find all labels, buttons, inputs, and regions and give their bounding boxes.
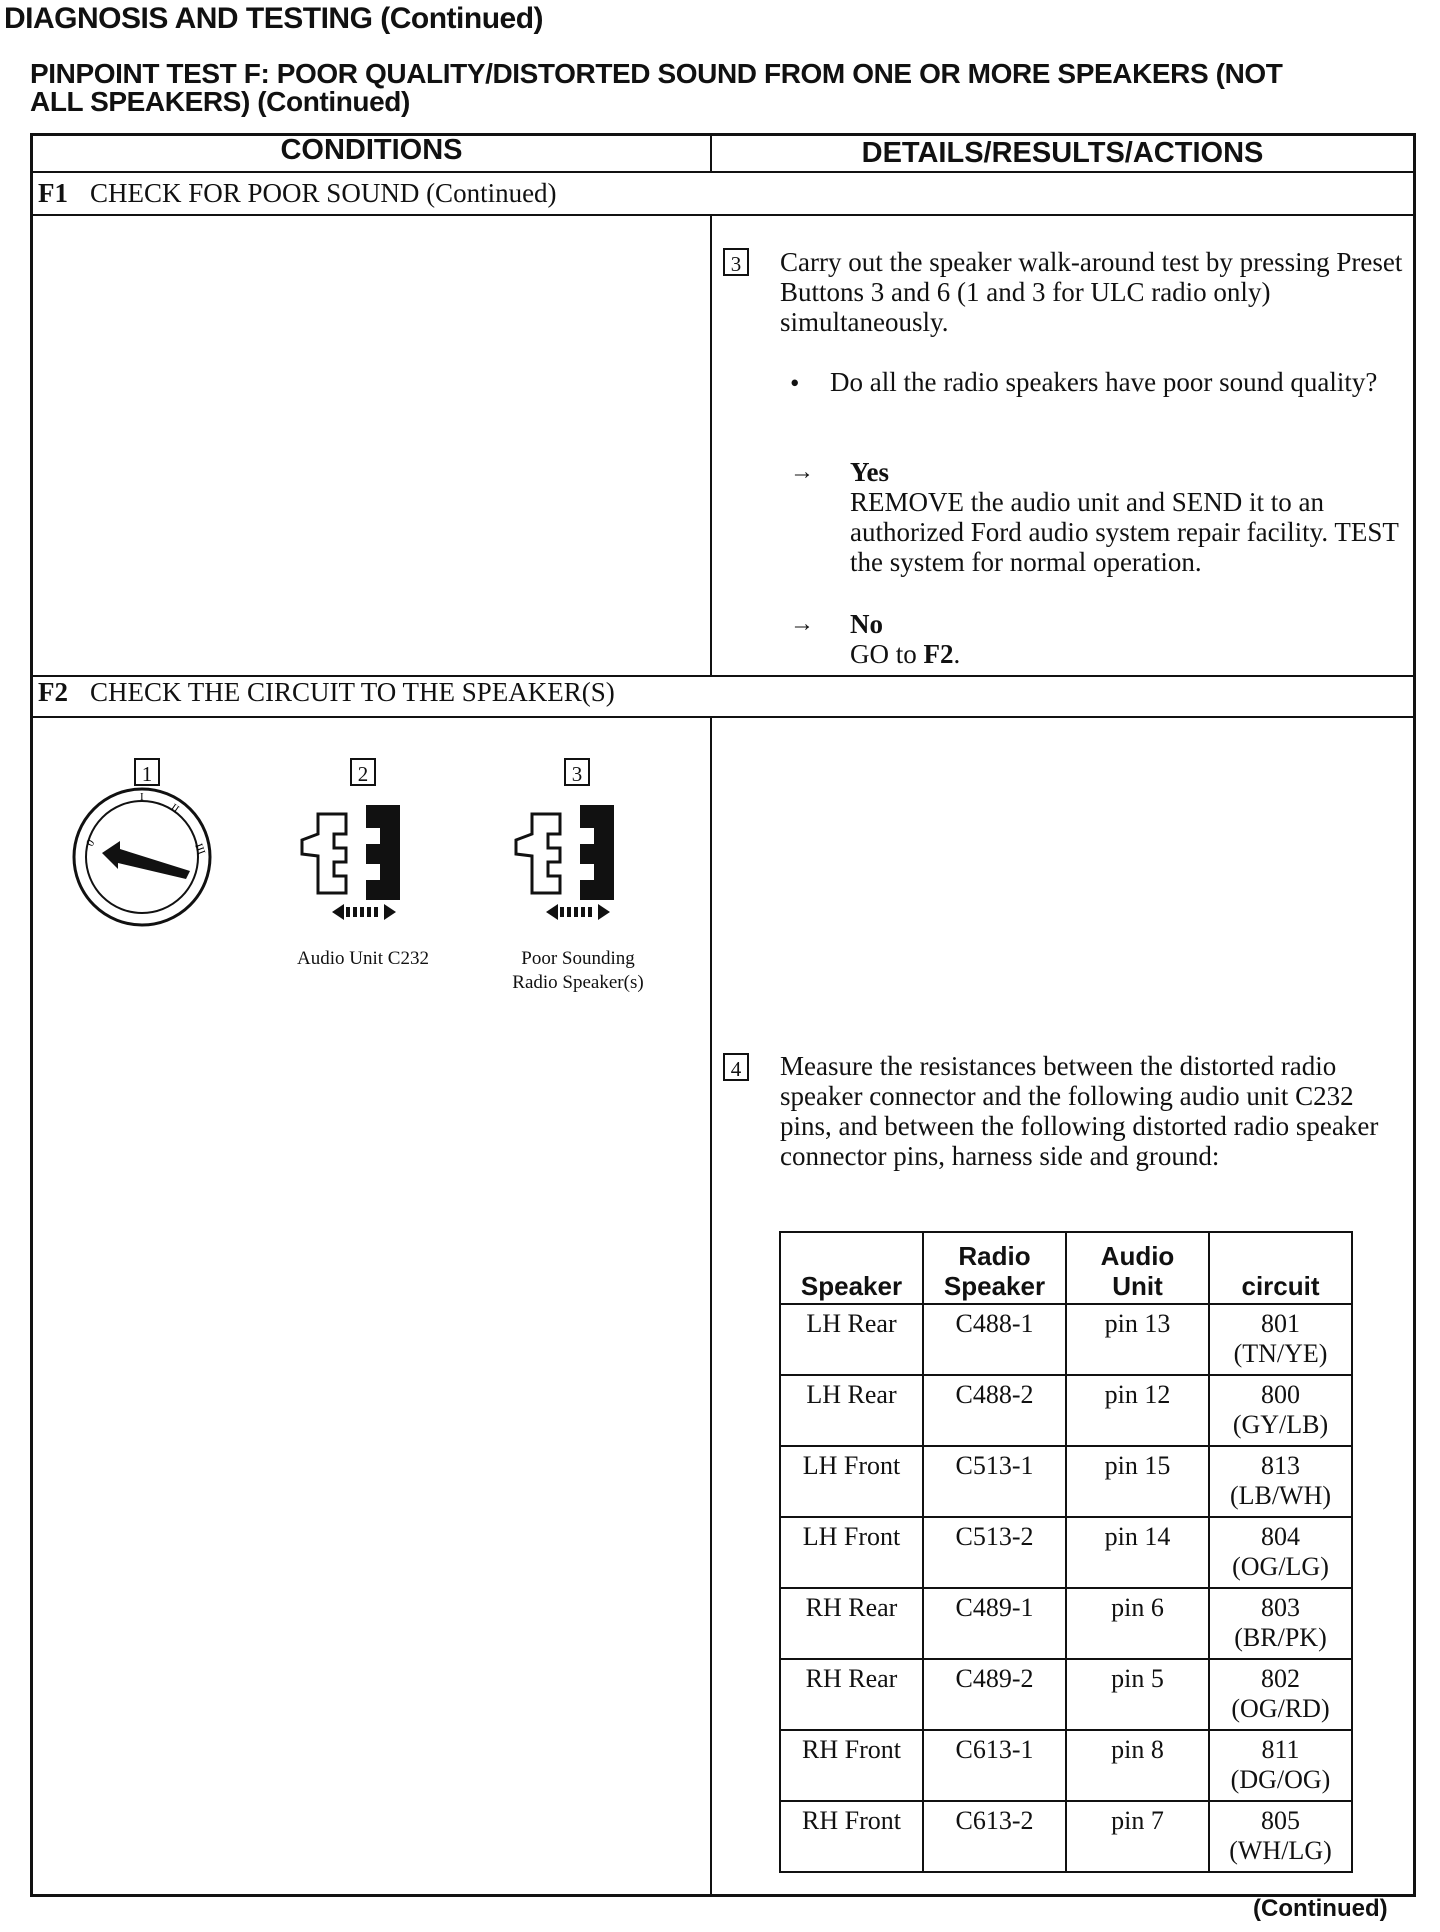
circuit-color: (OG/LG)	[1232, 1552, 1329, 1581]
cell-radio-speaker: C613-2	[923, 1801, 1066, 1872]
step-instruction: Carry out the speaker walk-around test by pressing Preset Buttons 3 and 6 (1 and 3 for ULC radio only) simultaneously.	[780, 247, 1403, 337]
yes-label: Yes	[850, 457, 889, 487]
header-line: Speaker	[800, 1271, 903, 1301]
dial-mark-0: 0	[84, 837, 98, 849]
cell-speaker: RH Front	[780, 1730, 923, 1801]
cell-circuit	[1209, 1659, 1352, 1730]
circuit-number: 805	[1261, 1806, 1300, 1835]
divider	[30, 171, 1416, 173]
circuit-color: (DG/OG)	[1230, 1765, 1331, 1794]
speaker-caption-line-1: Poor Sounding	[521, 948, 635, 969]
cell-radio-speaker: C489-2	[923, 1659, 1066, 1730]
cell-audio-unit: pin 8	[1066, 1730, 1209, 1801]
cell-audio-unit: pin 6	[1066, 1588, 1209, 1659]
header-line: Speaker	[943, 1271, 1046, 1301]
cell-audio-unit: pin 13	[1066, 1304, 1209, 1375]
cell-speaker: LH Rear	[780, 1304, 923, 1375]
cell-circuit	[1209, 1588, 1352, 1659]
cell-radio-speaker: C489-1	[923, 1588, 1066, 1659]
circuit-color: (WH/LG)	[1229, 1836, 1332, 1865]
step-instruction: Measure the resistances between the distorted radio speaker connector and the following audio unit C232 pins, and between the following distorted radio speaker connector pins, harness side and ground:	[780, 1051, 1379, 1171]
header-line: Unit	[1112, 1271, 1163, 1301]
yes-action: REMOVE the audio unit and SEND it to an authorized Ford audio system repair facility. TEST the system for normal operation.	[850, 487, 1399, 577]
divider	[30, 214, 1416, 216]
table-row	[780, 1730, 1352, 1801]
step-title: CHECK FOR POOR SOUND (Continued)	[90, 178, 557, 208]
cell-radio-speaker: C513-1	[923, 1446, 1066, 1517]
step-number-box: 4	[723, 1053, 749, 1081]
cell-circuit	[1209, 1730, 1352, 1801]
step-title: CHECK THE CIRCUIT TO THE SPEAKER(S)	[90, 677, 615, 707]
cell-audio-unit: pin 7	[1066, 1801, 1209, 1872]
test-title-line-1: PINPOINT TEST F: POOR QUALITY/DISTORTED SOUND FROM ONE OR MORE SPEAKERS (NOT	[30, 58, 1283, 89]
figure-step-box: 2	[350, 758, 376, 786]
table-row	[780, 1304, 1352, 1375]
speaker-caption	[488, 947, 668, 995]
ignition-switch-icon	[70, 785, 215, 930]
no-action-target: F2	[923, 639, 954, 669]
table-header-cell	[1209, 1232, 1352, 1304]
circuit-number: 803	[1261, 1593, 1300, 1622]
table-header-cell	[923, 1232, 1066, 1304]
circuit-color: (GY/LB)	[1232, 1410, 1329, 1439]
cell-audio-unit: pin 15	[1066, 1446, 1209, 1517]
circuit-number: 804	[1261, 1522, 1300, 1551]
circuit-color: (LB/WH)	[1229, 1481, 1332, 1510]
table-row	[780, 1375, 1352, 1446]
step-id: F2	[38, 677, 68, 707]
table-row	[780, 1517, 1352, 1588]
table-header-cell	[1066, 1232, 1209, 1304]
step-id: F1	[38, 178, 68, 208]
page-title: DIAGNOSIS AND TESTING (Continued)	[4, 2, 544, 35]
cell-circuit	[1209, 1517, 1352, 1588]
cell-speaker: LH Front	[780, 1446, 923, 1517]
table-body	[780, 1304, 1352, 1872]
circuit-number: 800	[1261, 1380, 1300, 1409]
cell-radio-speaker: C488-2	[923, 1375, 1066, 1446]
no-label: No	[850, 609, 883, 639]
dial-mark-2: II	[168, 801, 182, 816]
cell-speaker: RH Front	[780, 1801, 923, 1872]
header-line: Radio	[958, 1241, 1031, 1271]
cell-radio-speaker: C488-1	[923, 1304, 1066, 1375]
header-line: Audio	[1100, 1241, 1175, 1271]
pinpoint-test-title	[30, 60, 1430, 116]
no-action-prefix: GO to	[850, 639, 924, 669]
step-number-box: 3	[723, 248, 749, 276]
no-action-suffix: .	[953, 639, 961, 669]
table-row	[780, 1659, 1352, 1730]
step-f1-heading	[38, 178, 557, 209]
dial-mark-1: I	[140, 791, 144, 803]
cell-circuit	[1209, 1304, 1352, 1375]
question-text: Do all the radio speakers have poor sound quality?	[830, 367, 1378, 397]
circuit-number: 811	[1261, 1735, 1300, 1764]
circuit-number: 802	[1261, 1664, 1300, 1693]
audio-unit-caption: Audio Unit C232	[297, 948, 429, 969]
cell-speaker: RH Rear	[780, 1588, 923, 1659]
connector-disconnect-icon	[510, 800, 640, 930]
figure-step-box: 3	[564, 758, 590, 786]
dial-mark-3: III	[192, 841, 208, 857]
step-f2-heading	[38, 677, 615, 708]
cell-speaker: LH Rear	[780, 1375, 923, 1446]
divider	[710, 716, 712, 1897]
resistance-table	[779, 1231, 1353, 1873]
cell-circuit	[1209, 1375, 1352, 1446]
table-row	[780, 1588, 1352, 1659]
divider	[30, 716, 1416, 718]
arrow-icon: →	[790, 611, 814, 637]
bullet-icon: •	[790, 368, 800, 398]
divider	[710, 214, 712, 677]
header-line: circuit	[1241, 1271, 1320, 1301]
connector-disconnect-icon	[296, 800, 426, 930]
cell-audio-unit: pin 14	[1066, 1517, 1209, 1588]
circuit-number: 801	[1261, 1309, 1300, 1338]
table-row	[780, 1801, 1352, 1872]
cell-speaker: LH Front	[780, 1517, 923, 1588]
cell-circuit	[1209, 1446, 1352, 1517]
cell-audio-unit: pin 12	[1066, 1375, 1209, 1446]
cell-radio-speaker: C613-1	[923, 1730, 1066, 1801]
circuit-color: (OG/RD)	[1231, 1694, 1330, 1723]
figure-step-box: 1	[134, 758, 160, 786]
details-header: DETAILS/RESULTS/ACTIONS	[861, 137, 1264, 169]
cell-radio-speaker: C513-2	[923, 1517, 1066, 1588]
no-action	[850, 639, 960, 669]
table-row	[780, 1446, 1352, 1517]
speaker-caption-line-2: Radio Speaker(s)	[512, 972, 644, 993]
circuit-color: (TN/YE)	[1233, 1339, 1328, 1368]
cell-circuit	[1209, 1801, 1352, 1872]
table-header-cell	[780, 1232, 923, 1304]
circuit-color: (BR/PK)	[1234, 1623, 1327, 1652]
circuit-number: 813	[1261, 1451, 1300, 1480]
table-header-row	[780, 1232, 1352, 1304]
arrow-icon: →	[790, 459, 814, 485]
cell-speaker: RH Rear	[780, 1659, 923, 1730]
continued-note: (Continued)	[1253, 1895, 1388, 1922]
cell-audio-unit: pin 5	[1066, 1659, 1209, 1730]
conditions-header: CONDITIONS	[280, 134, 463, 166]
test-title-line-2: ALL SPEAKERS) (Continued)	[30, 86, 410, 117]
